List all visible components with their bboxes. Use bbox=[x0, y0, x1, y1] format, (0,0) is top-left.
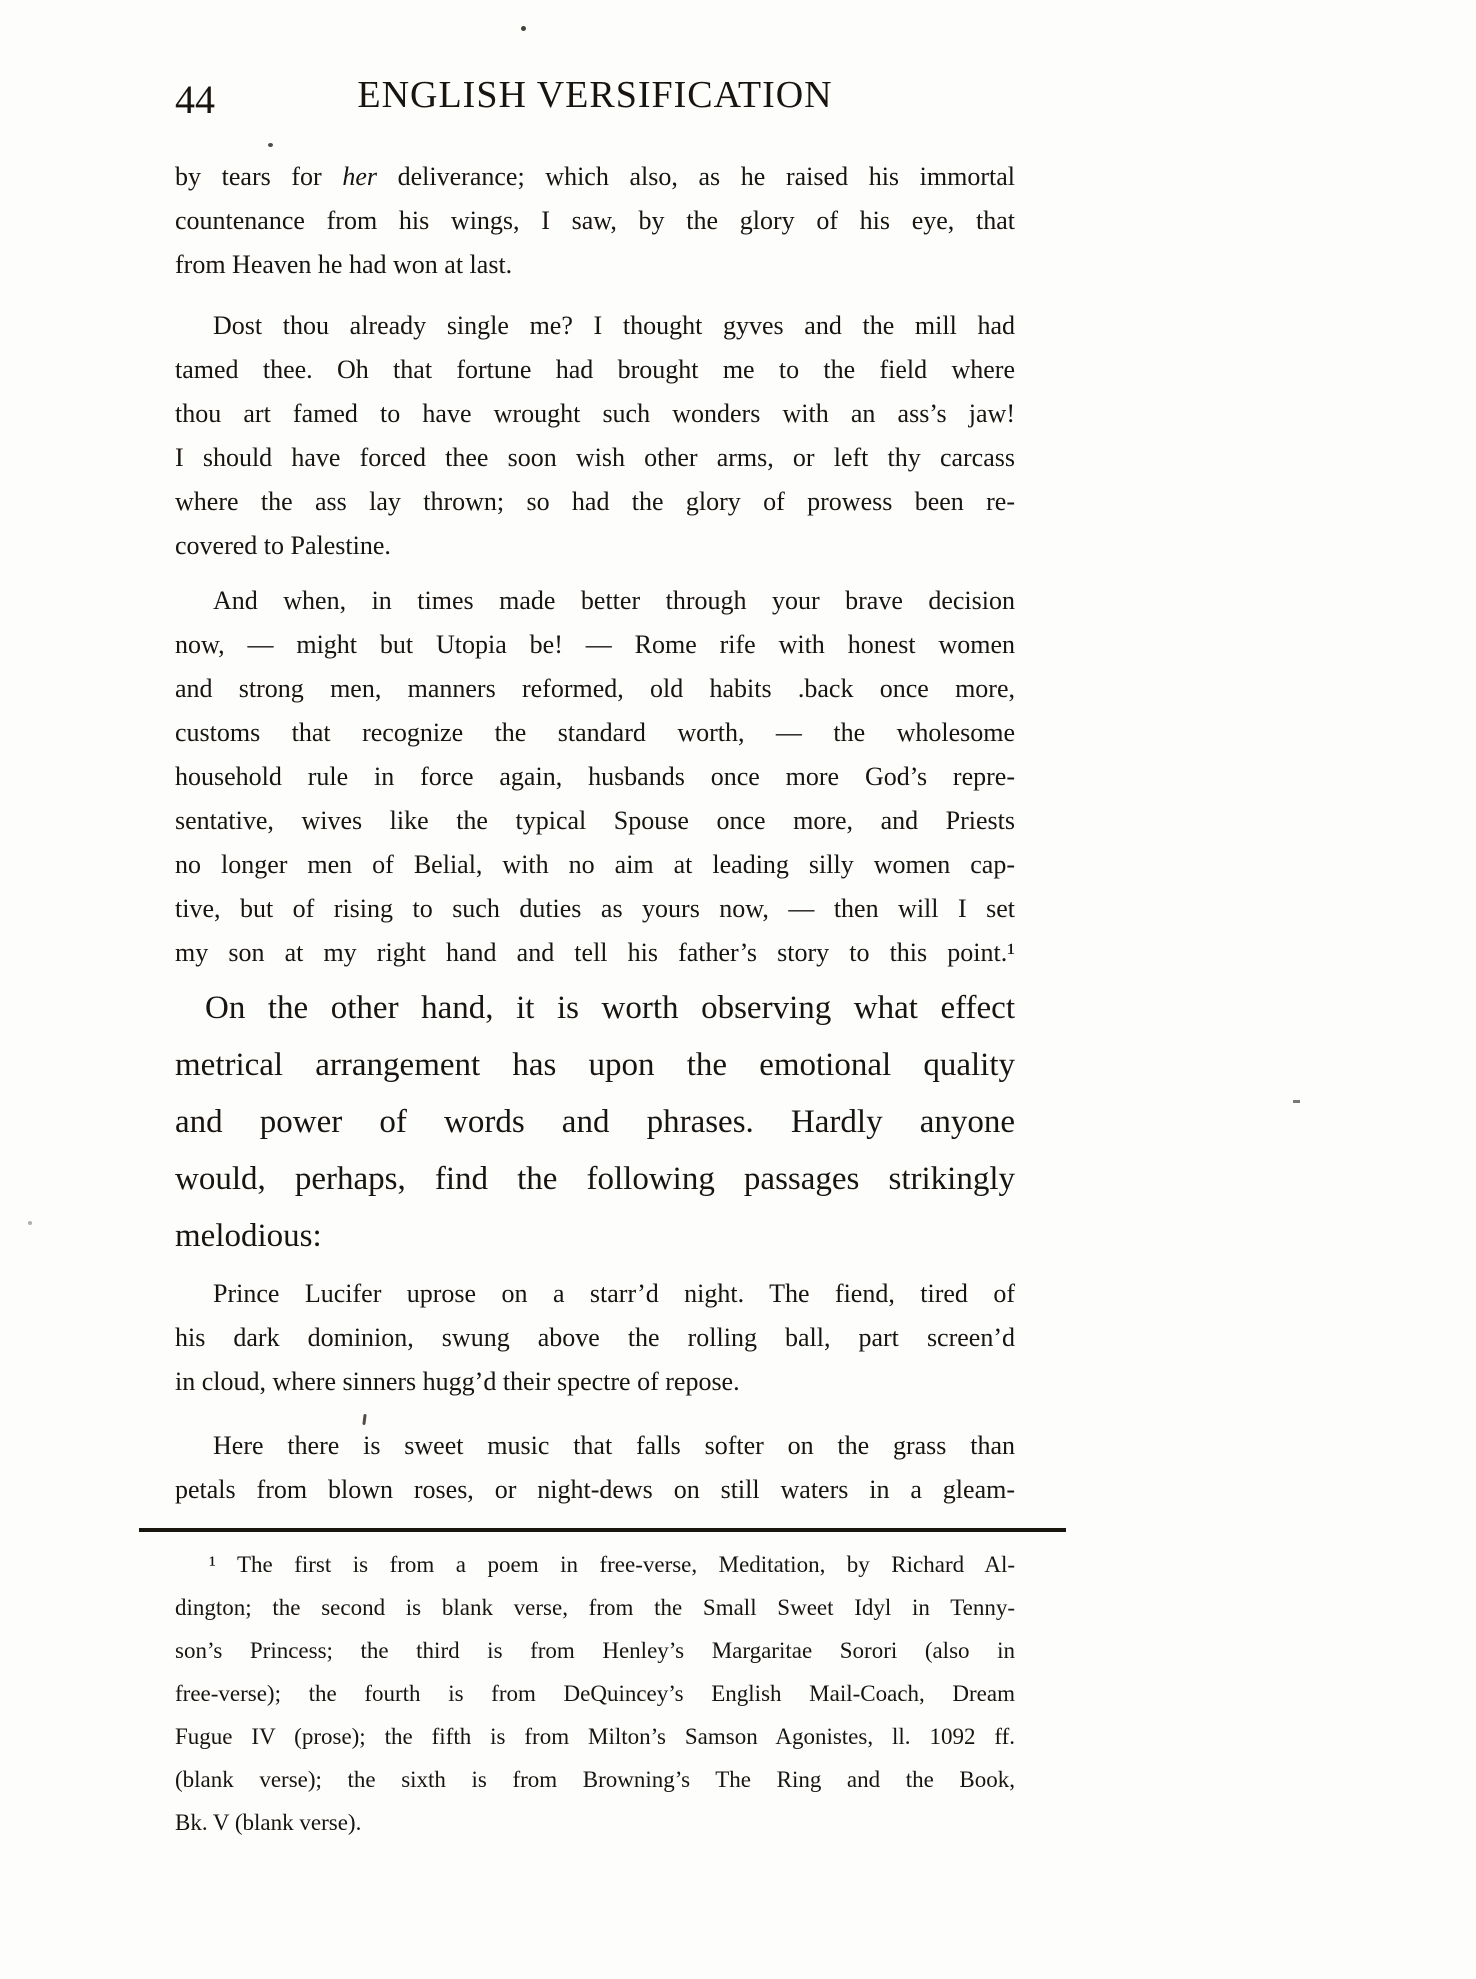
text-line: tive, but of rising to such duties as yours now, — then will I set bbox=[175, 894, 1015, 923]
text-line: and power of words and phrases. Hardly anyone bbox=[175, 1104, 1015, 1140]
scan-artifact bbox=[28, 1221, 32, 1225]
text-line: Prince Lucifer uprose on a starr’d night. The fiend, tired of bbox=[213, 1279, 1015, 1308]
paragraph-main-text bbox=[175, 980, 1015, 1265]
text-line: dington; the second is blank verse, from the Small Sweet Idyl in Tenny- bbox=[175, 1595, 1015, 1620]
text-line: customs that recognize the standard worth, — the wholesome bbox=[175, 718, 1015, 747]
text-line: Bk. V (blank verse). bbox=[175, 1810, 362, 1835]
text-line: in cloud, where sinners hugg’d their spectre of repose. bbox=[175, 1367, 740, 1396]
running-title: ENGLISH VERSIFICATION bbox=[357, 74, 833, 116]
footnote-divider-rule bbox=[139, 1528, 1066, 1532]
text-line: my son at my right hand and tell his father’s story to this point.¹ bbox=[175, 938, 1015, 967]
text-line: (blank verse); the sixth is from Browning’s The Ring and the Book, bbox=[175, 1767, 1015, 1792]
page-header bbox=[175, 74, 1015, 122]
text-line: where the ass lay thrown; so had the glory of prowess been re- bbox=[175, 487, 1015, 516]
text-line: On the other hand, it is worth observing what effect bbox=[205, 990, 1015, 1026]
text-line: now, — might but Utopia be! — Rome rife with honest women bbox=[175, 630, 1015, 659]
text-line: tamed thee. Oh that fortune had brought me to the field where bbox=[175, 355, 1015, 384]
page-number: 44 bbox=[175, 77, 215, 122]
text-line: melodious: bbox=[175, 1218, 322, 1254]
text-line: from Heaven he had won at last. bbox=[175, 250, 513, 279]
paragraph-quote-dost-thou bbox=[175, 304, 1015, 568]
text-line: Fugue IV (prose); the fifth is from Milton’s Samson Agonistes, ll. 1092 ff. bbox=[175, 1724, 1015, 1749]
paragraph-quote-continuation bbox=[175, 155, 1015, 287]
text-line: thou art famed to have wrought such wonders with an ass’s jaw! bbox=[175, 399, 1015, 428]
paragraph-quote-here-there bbox=[175, 1424, 1015, 1512]
text-line: Dost thou already single me? I thought gyves and the mill had bbox=[213, 311, 1015, 340]
scan-artifact bbox=[1293, 1100, 1300, 1103]
footnote-text bbox=[175, 1543, 1015, 1844]
text-line: no longer men of Belial, with no aim at leading silly women cap- bbox=[175, 850, 1015, 879]
text-line: metrical arrangement has upon the emotional quality bbox=[175, 1047, 1015, 1083]
text-line: his dark dominion, swung above the rolling ball, part screen’d bbox=[175, 1323, 1015, 1352]
text-line: And when, in times made better through your brave decision bbox=[213, 586, 1015, 615]
text-line: household rule in force again, husbands once more God’s repre- bbox=[175, 762, 1015, 791]
paragraph-quote-and-when bbox=[175, 579, 1015, 975]
text-line: covered to Palestine. bbox=[175, 531, 391, 560]
text-line: and strong men, manners reformed, old habits .back once more, bbox=[175, 674, 1015, 703]
text-line: ¹ The first is from a poem in free-verse, Meditation, by Richard Al- bbox=[209, 1552, 1015, 1577]
text-line: Here there is sweet music that falls softer on the grass than bbox=[213, 1431, 1015, 1460]
text-line: countenance from his wings, I saw, by the glory of his eye, that bbox=[175, 206, 1015, 235]
text-line: would, perhaps, find the following passages strikingly bbox=[175, 1161, 1015, 1197]
text-line: sentative, wives like the typical Spouse once more, and Priests bbox=[175, 806, 1015, 835]
text-line: free-verse); the fourth is from DeQuincey’s English Mail-Coach, Dream bbox=[175, 1681, 1015, 1706]
paragraph-quote-prince-lucifer bbox=[175, 1272, 1015, 1404]
text-line: petals from blown roses, or night-dews on still waters in a gleam- bbox=[175, 1475, 1015, 1504]
text-line: I should have forced thee soon wish other arms, or left thy carcass bbox=[175, 443, 1015, 472]
text-line: son’s Princess; the third is from Henley’s Margaritae Sorori (also in bbox=[175, 1638, 1015, 1663]
text-line: by tears for her deliverance; which also, as he raised his immortal bbox=[175, 162, 1016, 191]
scan-artifact bbox=[521, 26, 526, 31]
scan-artifact bbox=[268, 143, 273, 147]
